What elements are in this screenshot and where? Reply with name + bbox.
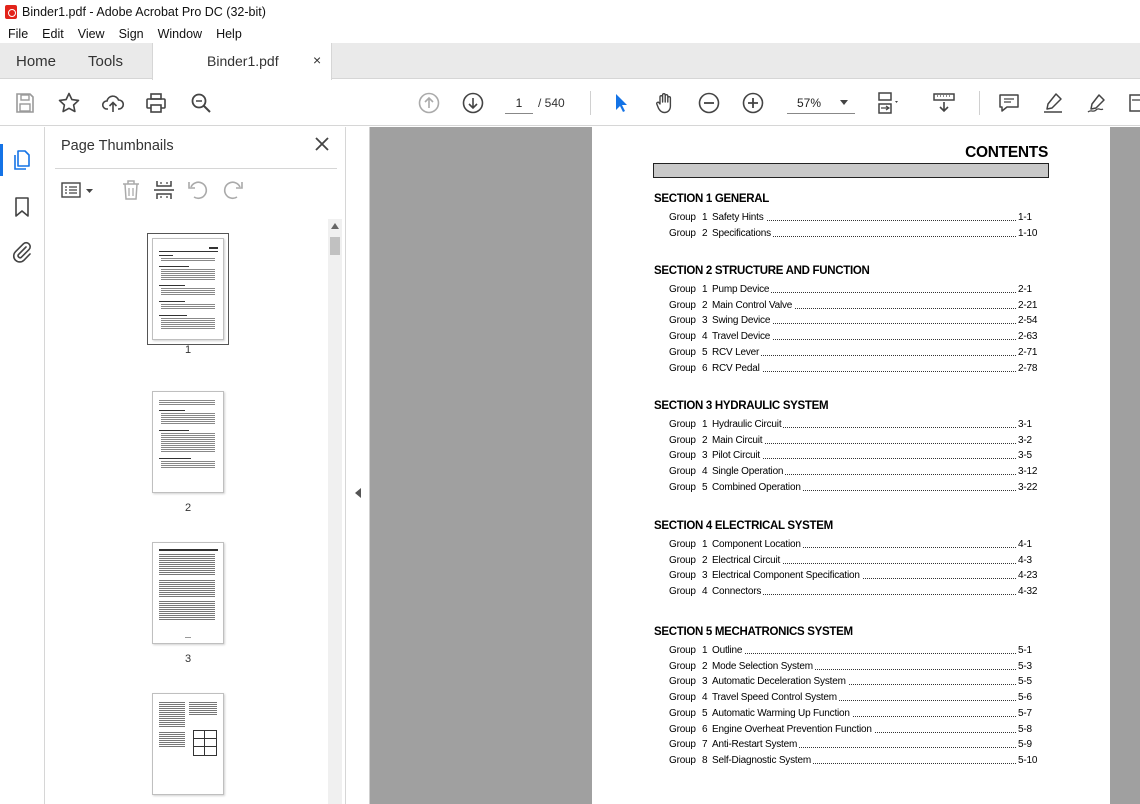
page-reference: 3-2 [1016,435,1044,446]
close-panel-icon[interactable] [313,135,331,153]
group-label: Group [669,346,696,358]
contents-heading: CONTENTS [965,144,1048,161]
scroll-mode-icon[interactable] [932,91,956,115]
section-title: SECTION 5 MECHATRONICS SYSTEM [654,626,853,638]
group-number: 4 [702,692,708,704]
page-reference: 3-12 [1016,466,1044,477]
group-title: Component Location [712,539,801,550]
group-number: 1 [702,539,708,550]
page-reference: 4-32 [1016,586,1044,597]
page-reference: 2-63 [1016,331,1044,342]
menu-view[interactable]: View [77,26,105,41]
toc-entry[interactable] [669,363,1044,377]
page-reference: 3-5 [1016,450,1044,461]
toc-entry[interactable] [669,724,1044,738]
page-total-label: / 540 [538,96,565,110]
menu-window[interactable]: Window [157,26,203,41]
group-number: 3 [702,450,708,462]
thumbnail-page-number: 2 [184,502,192,514]
page-reference: 3-22 [1016,482,1044,493]
page-reference: 2-54 [1016,315,1044,326]
page-reference: 3-1 [1016,419,1044,430]
group-number: 3 [702,570,708,582]
section-title: SECTION 1 GENERAL [654,193,770,205]
star-icon[interactable] [57,91,81,115]
group-title: Connectors [712,586,762,598]
page-reference: 5-1 [1016,645,1044,656]
group-title: Self-Diagnostic System [712,754,811,766]
panel-divider [55,168,337,169]
page-reference: 2-78 [1016,363,1044,374]
group-title: RCV Pedal [712,362,760,374]
tab-bar [0,43,1140,79]
toc-entry[interactable] [669,645,1044,659]
group-label: Group [669,739,696,751]
group-title: Hydraulic Circuit [712,419,782,430]
group-title: Main Control Valve [712,299,793,311]
scrollbar-thumb[interactable] [330,237,340,255]
group-label: Group [669,362,696,374]
group-label: Group [669,660,696,672]
group-title: RCV Lever [712,346,760,358]
toolbar-divider [590,91,591,115]
group-number: 4 [702,466,708,478]
thumbnail-page-number: 1 [184,344,192,356]
pdf-page [592,127,1110,804]
toc-entry[interactable] [669,739,1044,753]
group-title: Pilot Circuit [712,450,760,462]
page-thumbnail[interactable] [152,238,224,340]
group-number: 1 [702,212,708,223]
group-number: 5 [702,346,708,358]
page-reference: 2-21 [1016,300,1044,311]
thumbnail-list [45,219,328,804]
page-reference: 5-9 [1016,739,1044,750]
toolbar [0,80,1140,126]
title-bar [0,0,1140,24]
page-reference: 5-3 [1016,661,1044,672]
group-number: 5 [702,481,708,493]
zoom-in-icon[interactable] [741,91,765,115]
page-reference: 1-1 [1016,212,1044,223]
group-number: 2 [702,660,708,672]
page-reference: 2-1 [1016,284,1044,295]
group-title: Mode Selection System [712,660,813,672]
group-title: Travel Device [712,331,771,343]
section-title: SECTION 2 STRUCTURE AND FUNCTION [654,265,870,277]
group-label: Group [669,481,696,493]
toc-entry[interactable] [669,331,1044,345]
document-view[interactable] [370,127,1140,804]
search-icon[interactable] [189,91,213,115]
group-title: Combined Operation [712,481,801,493]
page-thumbnail[interactable] [152,693,224,795]
zoom-dropdown-chevron-icon[interactable] [840,100,848,105]
zoom-out-icon[interactable] [697,91,721,115]
group-title: Anti-Restart System [712,739,798,751]
group-number: 4 [702,586,708,598]
toc-entry[interactable] [669,466,1044,480]
menu-edit[interactable]: Edit [42,26,64,41]
page-reference: 5-5 [1016,676,1044,687]
toc-entry[interactable] [669,692,1044,706]
group-title: Travel Speed Control System [712,692,837,704]
sign-icon[interactable] [1085,91,1109,115]
group-label: Group [669,570,696,582]
page-reference: 1-10 [1016,228,1044,239]
group-number: 6 [702,723,708,735]
tab-close-icon[interactable]: × [313,52,322,68]
toc-entry[interactable] [669,555,1044,569]
toc-entry[interactable] [669,539,1044,553]
leader-dots [712,653,1016,654]
toc-entry[interactable] [669,315,1044,329]
toc-entry[interactable] [669,676,1044,690]
tab-tools[interactable]: Tools [88,52,124,70]
navigation-rail [0,127,45,804]
group-label: Group [669,723,696,735]
panel-title: Page Thumbnails [61,138,174,154]
page-thumbnail[interactable] [152,391,224,493]
group-label: Group [669,676,696,688]
extract-pages-icon[interactable] [152,178,176,202]
toc-entry[interactable] [669,300,1044,314]
group-label: Group [669,227,696,239]
group-title: Outline [712,645,743,656]
toc-entry[interactable] [669,586,1044,600]
group-label: Group [669,645,696,656]
group-title: Safety Hints [712,212,764,223]
group-label: Group [669,299,696,311]
group-number: 3 [702,676,708,688]
page-thumbnails-icon[interactable] [10,148,34,172]
group-number: 1 [702,645,708,656]
group-title: Single Operation [712,466,784,478]
group-number: 8 [702,754,708,766]
toc-entry[interactable] [669,661,1044,675]
highlight-icon[interactable] [1041,91,1065,115]
acrobat-app-icon [5,5,17,19]
toc-entry[interactable] [669,450,1044,464]
tab-document[interactable] [152,43,332,80]
page-reference: 2-71 [1016,347,1044,358]
thumbnail-scrollbar[interactable] [328,219,342,804]
thumbnail-page-number: 3 [184,653,192,665]
group-number: 2 [702,434,708,446]
page-reference: 5-8 [1016,724,1044,735]
menu-sign[interactable]: Sign [118,26,144,41]
menu-bar [0,24,1140,43]
page-reference: 4-1 [1016,539,1044,550]
rotate-left-icon[interactable] [186,178,210,202]
group-number: 2 [702,554,708,566]
group-label: Group [669,434,696,446]
tab-document-label: Binder1.pdf [207,53,279,69]
group-title: Specifications [712,227,771,239]
menu-help[interactable]: Help [216,26,242,41]
scroll-up-arrow-icon[interactable] [331,223,339,229]
panel-collapse-rail[interactable] [345,127,370,804]
group-title: Electrical Component Specification [712,570,860,582]
toc-entry[interactable] [669,284,1044,298]
group-number: 1 [702,419,708,430]
group-label: Group [669,692,696,704]
group-number: 3 [702,315,708,327]
group-number: 6 [702,362,708,374]
attachments-icon[interactable] [10,240,34,264]
page-display-icon[interactable] [877,91,901,115]
window-title: Binder1.pdf - Adobe Acrobat Pro DC (32-bit) [22,5,266,19]
group-label: Group [669,754,696,766]
toc-entry[interactable] [669,212,1044,226]
current-page-input[interactable]: 1 [505,92,533,114]
select-cursor-icon[interactable] [609,91,633,115]
page-reference: 5-10 [1016,755,1044,766]
section-title: SECTION 3 HYDRAULIC SYSTEM [654,400,829,412]
comment-icon[interactable] [997,91,1021,115]
toc-entry[interactable] [669,435,1044,449]
group-label: Group [669,419,696,430]
group-title: Automatic Deceleration System [712,676,846,688]
collapse-panel-arrow-icon[interactable] [355,488,361,498]
group-label: Group [669,586,696,598]
group-label: Group [669,539,696,550]
toc-entry[interactable] [669,347,1044,361]
group-number: 5 [702,707,708,719]
group-label: Group [669,284,696,295]
rotate-right-icon[interactable] [221,178,245,202]
page-reference: 5-6 [1016,692,1044,703]
group-label: Group [669,554,696,566]
section-title: SECTION 4 ELECTRICAL SYSTEM [654,520,833,532]
group-label: Group [669,212,696,223]
menu-file[interactable]: File [8,26,29,41]
tab-home[interactable]: Home [16,52,57,70]
group-label: Group [669,466,696,478]
hand-icon[interactable] [653,91,677,115]
more-tools-icon[interactable] [1126,91,1140,115]
page-reference: 4-3 [1016,555,1044,566]
upload-icon[interactable] [101,91,125,115]
group-title: Electrical Circuit [712,554,781,566]
page-thumbnails-panel [45,127,345,804]
group-title: Automatic Warming Up Function [712,707,850,719]
prev-page-icon[interactable] [417,91,441,115]
group-title: Engine Overheat Prevention Function [712,723,872,735]
toc-entry[interactable] [669,708,1044,722]
toc-entry[interactable] [669,228,1044,242]
page-thumbnail[interactable] [152,542,224,644]
page-reference: 4-23 [1016,570,1044,581]
group-title: Swing Device [712,315,771,327]
toolbar-divider [979,91,980,115]
toc-entry[interactable] [669,419,1044,433]
group-label: Group [669,331,696,343]
group-number: 2 [702,299,708,311]
next-page-icon[interactable] [461,91,485,115]
save-icon[interactable] [13,91,37,115]
delete-pages-icon[interactable] [119,178,143,202]
print-icon[interactable] [144,91,168,115]
thumbnail-options-icon[interactable] [60,178,96,202]
group-label: Group [669,707,696,719]
group-title: Main Circuit [712,434,763,446]
toc-entry[interactable] [669,570,1044,584]
group-number: 4 [702,331,708,343]
zoom-level-select[interactable]: 57% [787,92,855,114]
group-number: 7 [702,739,708,751]
toc-entry[interactable] [669,755,1044,769]
page-reference: 5-7 [1016,708,1044,719]
bookmarks-icon[interactable] [10,195,34,219]
group-number: 2 [702,227,708,239]
group-label: Group [669,450,696,462]
group-number: 1 [702,284,708,295]
heading-bar [653,163,1049,178]
group-label: Group [669,315,696,327]
group-title: Pump Device [712,284,770,295]
toc-entry[interactable] [669,482,1044,496]
